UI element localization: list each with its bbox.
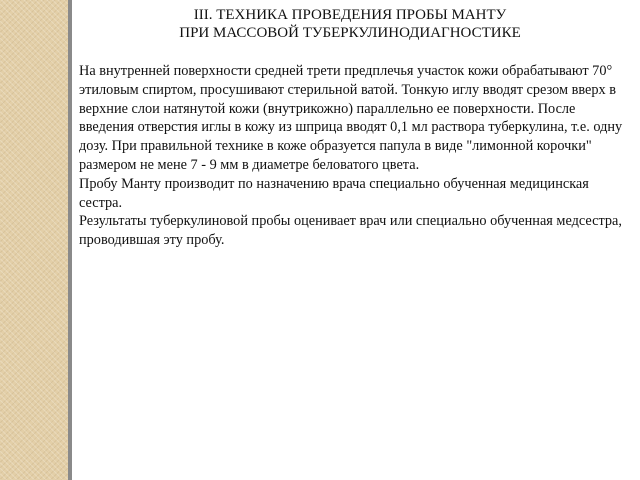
paragraph-evaluation: Результаты туберкулиновой пробы оценивает врач или специально обученная медсестра, проводившая эту пробу. xyxy=(79,213,622,249)
side-divider xyxy=(68,0,72,480)
slide-title xyxy=(100,6,600,42)
paragraph-performer: Пробу Манту производит по назначению врача специально обученная медицинская сестра. xyxy=(79,175,589,211)
title-line-2: ПРИ МАССОВОЙ ТУБЕРКУЛИНОДИАГНОСТИКЕ xyxy=(179,25,521,41)
paragraph-technique: На внутренней поверхности средней трети предплечья участок кожи обрабатывают 70° этиловым спиртом, просушивают стерильной ватой. Тонкую иглу вводят срезом вверх в верхние слои натянутой кожи (внутрикожно) параллельно ее поверхности. После введения отверстия иглы в кожу из шприца вводят 0,1 мл раствора туберкулина, т.е. одну дозу. При правильной технике в коже образуется папула в виде "лимонной корочки" размером не мене 7 - 9 мм в диаметре беловатого цвета. xyxy=(79,63,623,173)
decorative-side-panel xyxy=(0,0,68,480)
slide-body xyxy=(79,62,627,250)
title-line-1: III. ТЕХНИКА ПРОВЕДЕНИЯ ПРОБЫ МАНТУ xyxy=(193,7,507,23)
